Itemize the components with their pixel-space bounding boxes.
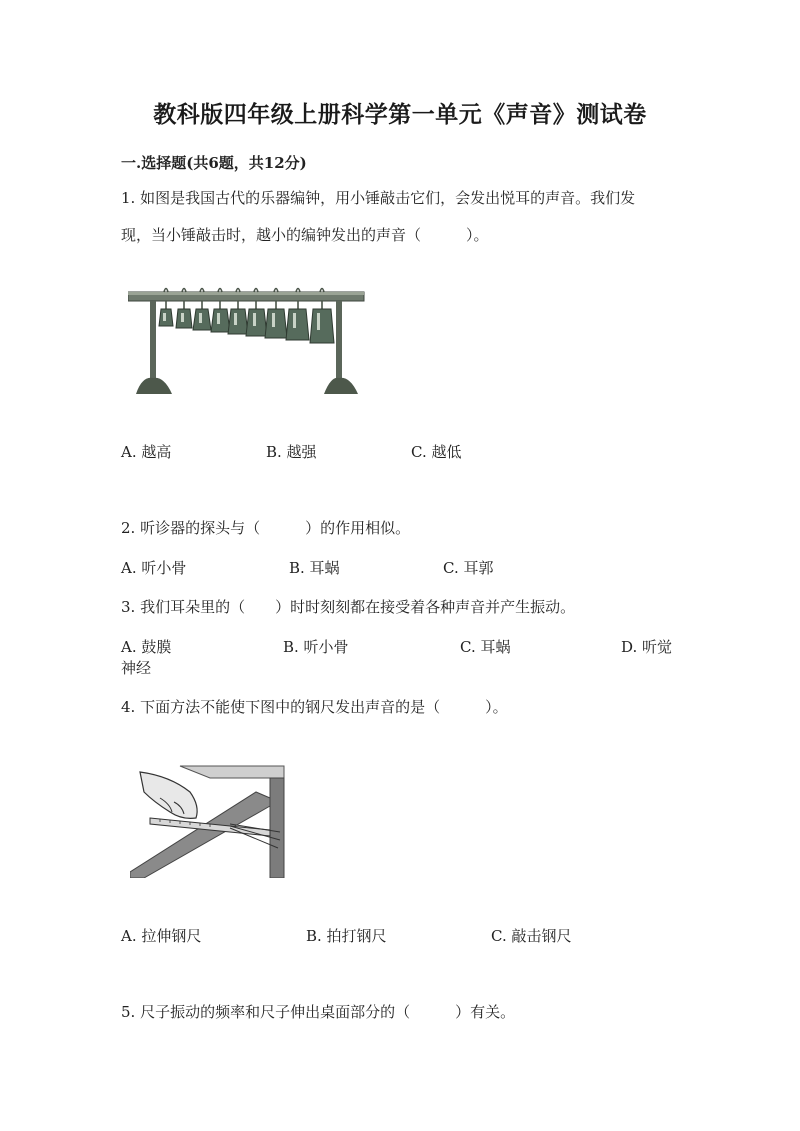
question-3-option-b: B. 听小骨 xyxy=(283,638,349,656)
question-3-option-d-wrap: 神经 xyxy=(121,659,152,677)
section-heading: 一.选择题(共6题，共12分) xyxy=(121,154,307,172)
question-5-line-1: 5. 尺子振动的频率和尺子伸出桌面部分的（ ）有关。 xyxy=(121,1003,516,1021)
bianzhong-bells-image xyxy=(128,284,368,399)
question-3-option-c: C. 耳蜗 xyxy=(460,638,511,656)
question-2-option-b: B. 耳蜗 xyxy=(289,559,340,577)
question-1-option-a: A. 越高 xyxy=(121,443,172,461)
steel-ruler-image xyxy=(130,762,286,878)
question-4-option-c: C. 敲击钢尺 xyxy=(491,927,572,945)
question-1-line-2: 现，当小锤敲击时，越小的编钟发出的声音（ ）。 xyxy=(121,226,489,244)
question-1-option-c: C. 越低 xyxy=(411,443,462,461)
question-1-option-b: B. 越强 xyxy=(266,443,317,461)
question-2-line-1: 2. 听诊器的探头与（ ）的作用相似。 xyxy=(121,519,411,537)
question-2-option-a: A. 听小骨 xyxy=(121,559,187,577)
question-3-option-a: A. 鼓膜 xyxy=(121,638,172,656)
question-3-line-1: 3. 我们耳朵里的（ ）时时刻刻都在接受着各种声音并产生振动。 xyxy=(121,598,576,616)
question-1-line-1: 1. 如图是我国古代的乐器编钟，用小锤敲击它们，会发出悦耳的声音。我们发 xyxy=(121,189,636,207)
question-3-option-d: D. 听觉 xyxy=(621,638,673,656)
question-4-option-b: B. 拍打钢尺 xyxy=(306,927,387,945)
page-title: 教科版四年级上册科学第一单元《声音》测试卷 xyxy=(153,101,647,128)
question-4-line-1: 4. 下面方法不能使下图中的钢尺发出声音的是（ ）。 xyxy=(121,698,508,716)
question-4-option-a: A. 拉伸钢尺 xyxy=(121,927,202,945)
question-2-option-c: C. 耳郭 xyxy=(443,559,494,577)
